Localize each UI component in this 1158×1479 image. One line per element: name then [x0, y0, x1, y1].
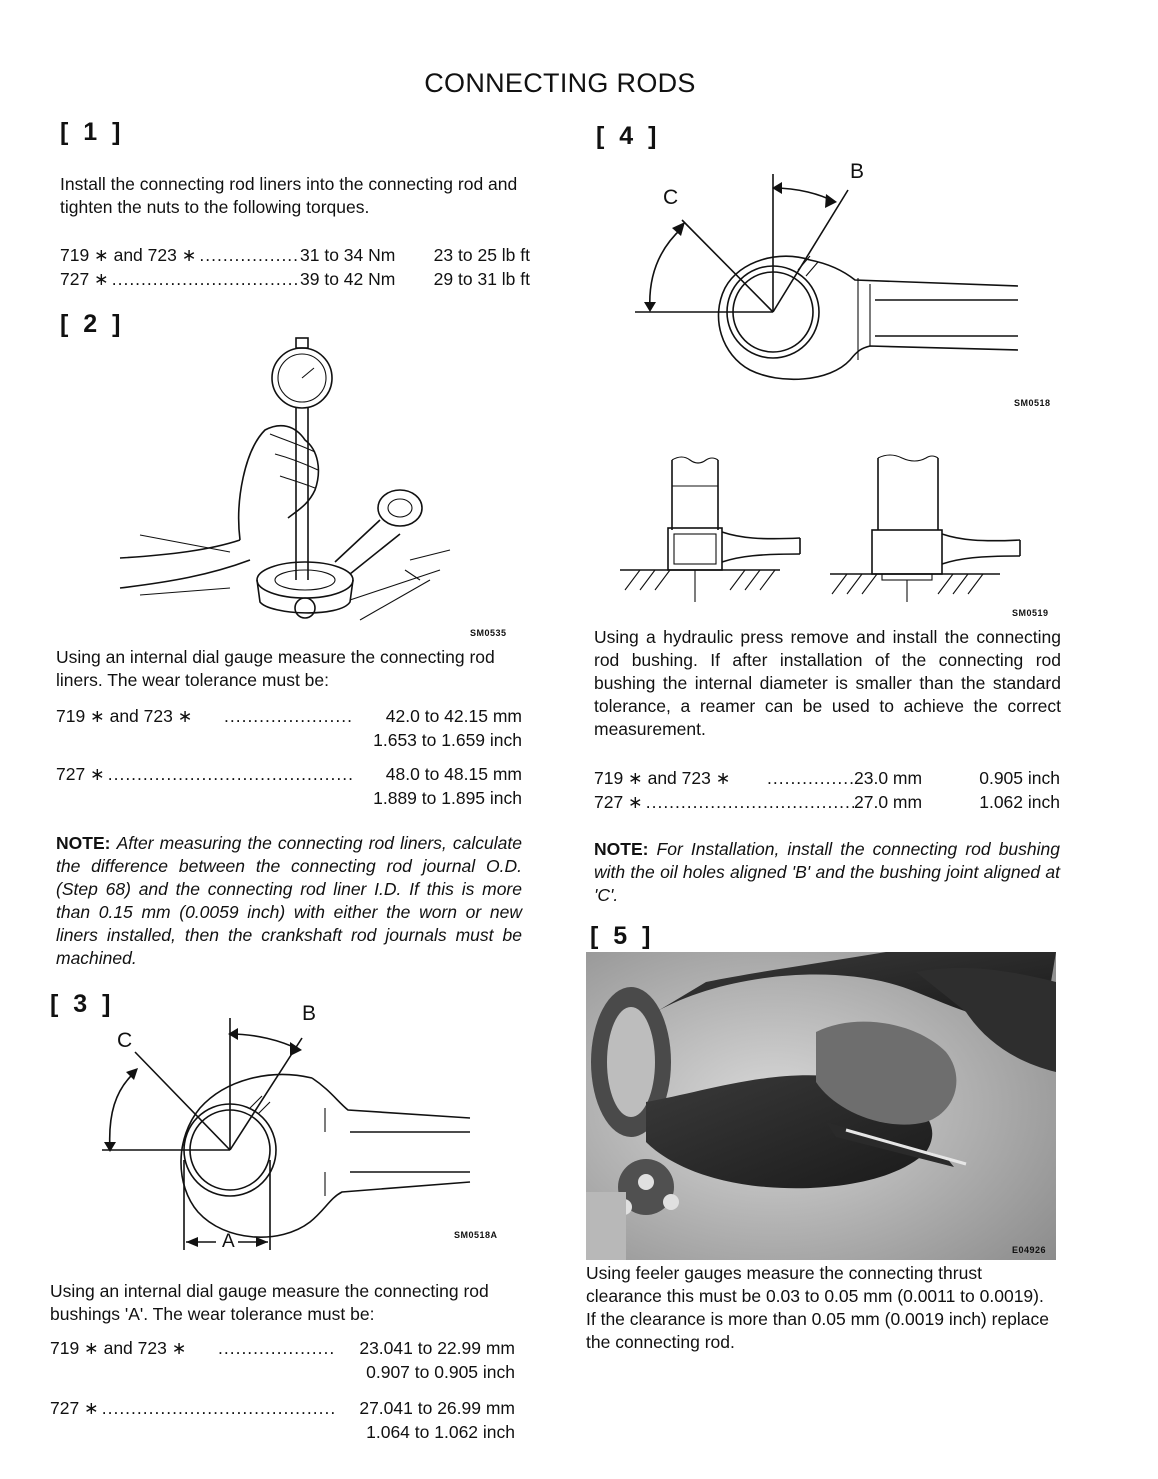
diagram-label-b: B [302, 1002, 317, 1025]
section-2-tolerance-table [56, 704, 522, 810]
section-1-torque-table [60, 243, 530, 291]
leader-dots [196, 243, 300, 267]
tolerance-row-inch [50, 1420, 515, 1444]
dimension-inch: 0.905 inch [979, 768, 1060, 788]
dimension-row [594, 790, 1060, 814]
section-4-text: Using a hydraulic press remove and install the connecting rod bushing. If after installation of the connecting rod bushing the internal diameter is smaller than the standard tolerance, a reamer can be used to achieve the correct measurement. [594, 627, 1061, 739]
section-4-note [594, 838, 1060, 907]
tolerance-mm: 42.0 to 42.15 mm [385, 706, 522, 726]
note-text: For Installation, install the connecting rod bushing with the oil holes aligned 'B' and the bushing joint aligned at 'C'. [594, 839, 1060, 905]
leader-dots [99, 1396, 335, 1420]
dimension-row [594, 766, 1060, 790]
leader-dots [105, 762, 352, 786]
tolerance-row [56, 762, 522, 786]
tolerance-row-inch [56, 786, 522, 810]
section-2-note [56, 832, 522, 970]
note-text: After measuring the connecting rod liners, calculate the difference between the connecting rod journal O.D. (Step 68) and the connecting rod liner I.D. If this is more than 0.15 mm (0.0059 inch) with either the worn or new liners installed, then the crankshaft rod journals must be machined. [56, 833, 522, 968]
section-2-text: Using an internal dial gauge measure the connecting rod liners. The wear tolerance must be: [56, 647, 495, 690]
model-label: 727 ∗ [56, 764, 105, 784]
leader-dots [643, 790, 854, 814]
section-1-text: Install the connecting rod liners into the connecting rod and tighten the nuts to the following torques. [60, 174, 518, 217]
diagram-label-c: C [663, 186, 679, 209]
section-4-label: [ 4 ] [596, 122, 661, 150]
figure-code: SM0518 [1014, 398, 1051, 408]
model-label: 719 ∗ and 723 ∗ [56, 706, 193, 726]
torque-row [60, 243, 530, 267]
model-label: 719 ∗ and 723 ∗ [594, 768, 731, 788]
figure-code: SM0518A [454, 1230, 498, 1240]
note-label: NOTE: [594, 839, 649, 859]
tolerance-mm: 48.0 to 48.15 mm [385, 764, 522, 784]
dimension-mm: 23.0 mm [854, 768, 923, 788]
model-label: 719 ∗ and 723 ∗ [60, 245, 197, 265]
tolerance-row-inch [56, 728, 522, 752]
page-title: CONNECTING RODS [424, 68, 696, 98]
section-3-tolerance-table [50, 1336, 515, 1444]
section-1-label: [ 1 ] [60, 118, 125, 146]
model-label: 727 ∗ [594, 792, 643, 812]
dial-gauge-figure [110, 330, 510, 640]
connecting-rod-diagram-3 [80, 1010, 480, 1260]
section-5-text: Using feeler gauges measure the connecting thrust clearance this must be 0.03 to 0.05 mm (0.0011 to 0.0019). If the clearance is more than 0.05 mm (0.0019 inch) replace the connecting rod. [586, 1263, 1050, 1352]
torque-nm: 31 to 34 Nm [300, 245, 396, 265]
leader-dots [215, 1336, 335, 1360]
tolerance-inch: 1.889 to 1.895 inch [373, 788, 522, 808]
section-5-label: [ 5 ] [590, 922, 655, 950]
diagram-label-c: C [117, 1029, 133, 1052]
tolerance-mm: 27.041 to 26.99 mm [359, 1398, 515, 1418]
model-label: 727 ∗ [60, 269, 109, 289]
torque-lbft: 29 to 31 lb ft [433, 269, 530, 289]
leader-dots [221, 704, 352, 728]
tolerance-inch: 0.907 to 0.905 inch [366, 1362, 515, 1382]
connecting-rod-diagram-4 [630, 160, 1030, 390]
model-label: 727 ∗ [50, 1398, 99, 1418]
torque-row [60, 267, 530, 291]
leader-dots [109, 267, 300, 291]
torque-nm: 39 to 42 Nm [300, 269, 396, 289]
figure-code: E04926 [1012, 1245, 1047, 1255]
tolerance-row-inch [50, 1360, 515, 1384]
section-3-label: [ 3 ] [50, 990, 115, 1018]
leader-dots [764, 766, 854, 790]
note-label: NOTE: [56, 833, 111, 853]
tolerance-inch: 1.653 to 1.659 inch [373, 730, 522, 750]
tolerance-inch: 1.064 to 1.062 inch [366, 1422, 515, 1442]
dimension-mm: 27.0 mm [854, 792, 923, 812]
model-label: 719 ∗ and 723 ∗ [50, 1338, 187, 1358]
figure-code: SM0519 [1012, 608, 1049, 618]
section-2-label: [ 2 ] [60, 310, 125, 338]
feeler-gauge-photo [586, 952, 1056, 1260]
tolerance-row [56, 704, 522, 728]
figure-code: SM0535 [470, 628, 507, 638]
tolerance-row [50, 1336, 515, 1360]
hydraulic-press-diagram [620, 450, 1040, 610]
diagram-label-b: B [850, 160, 865, 183]
diagram-label-a: A [222, 1231, 235, 1252]
torque-lbft: 23 to 25 lb ft [433, 245, 530, 265]
tolerance-row [50, 1396, 515, 1420]
section-3-text: Using an internal dial gauge measure the connecting rod bushings 'A'. The wear tolerance must be: [50, 1281, 489, 1324]
tolerance-mm: 23.041 to 22.99 mm [359, 1338, 515, 1358]
dimension-inch: 1.062 inch [979, 792, 1060, 812]
section-4-dimension-table [594, 766, 1060, 814]
